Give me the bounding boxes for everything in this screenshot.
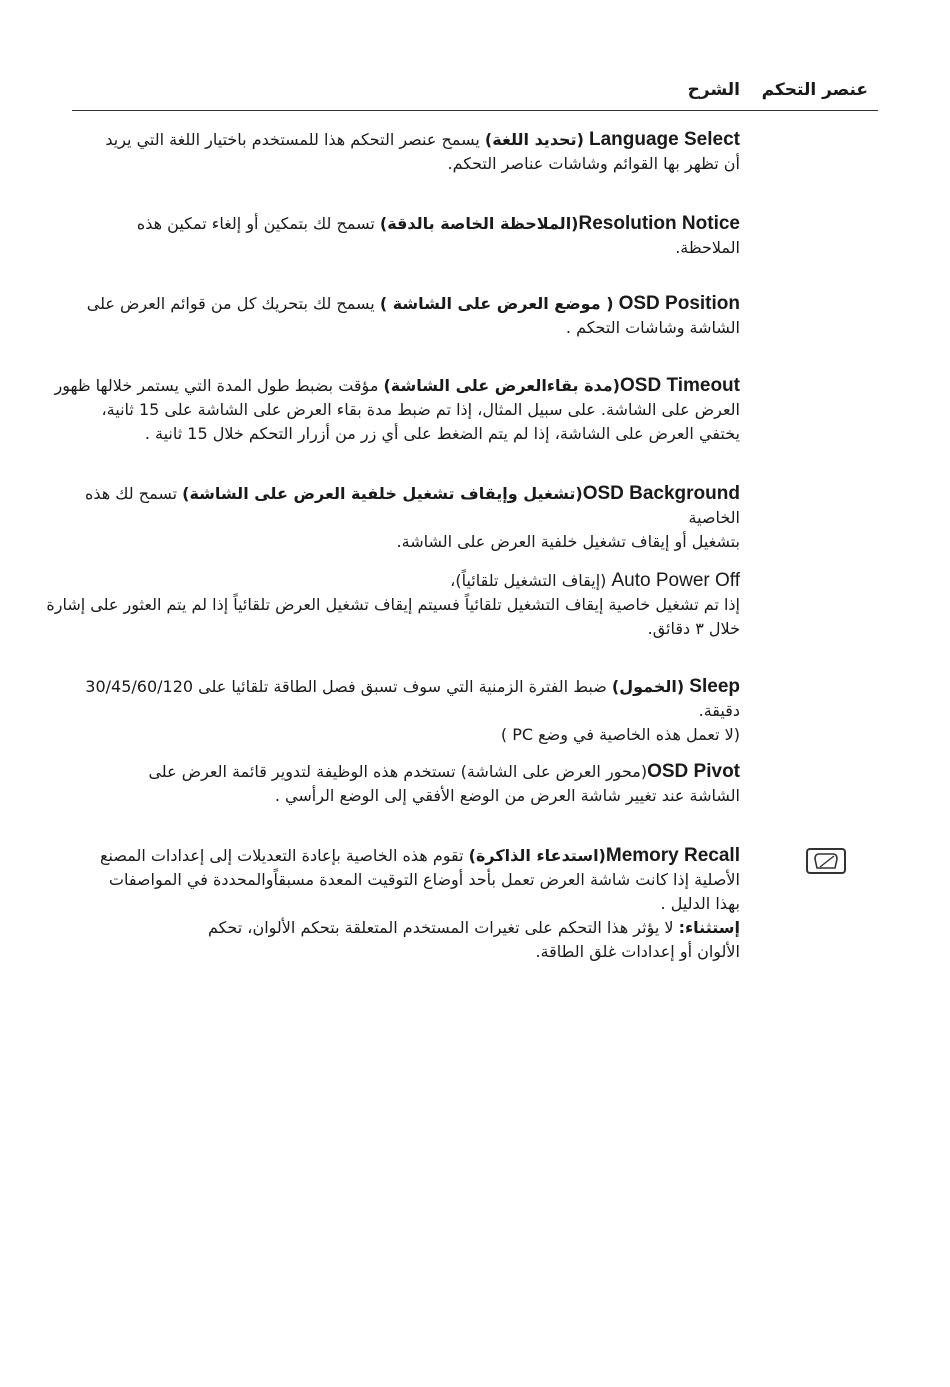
- entry-title-ar: (إيقاف التشغيل تلقائياً)،: [450, 571, 607, 590]
- entry-memory-recall: [40, 844, 740, 964]
- exception-text: الألوان أو إعدادات غلق الطاقة.: [535, 942, 740, 961]
- entry-text: بهذا الدليل .: [660, 894, 740, 913]
- table-header: [72, 78, 878, 111]
- entry-text: يسمح عنصر التحكم هذا للمستخدم باختيار اللغة التي يريد: [105, 130, 480, 149]
- entry-title-ar: (مدة بقاءالعرض على الشاشة): [383, 376, 620, 395]
- entry-resolution-notice: [40, 212, 740, 260]
- entry-text: بتشغيل أو إيقاف تشغيل خلفية العرض على الشاشة.: [396, 532, 740, 551]
- entry-text: مؤقت بضبط طول المدة التي يستمر خلالها ظهور: [54, 376, 379, 395]
- entry-title-ar: (الخمول): [611, 677, 685, 696]
- entry-text: الأصلية إذا كانت شاشة العرض تعمل بأحد أوضاع التوقيت المعدة مسبقاًوالمحددة في المواصفات: [108, 870, 740, 889]
- entry-title-en: OSD Position: [618, 293, 740, 314]
- entry-title-en: Sleep: [689, 676, 740, 697]
- entry-text: تقوم هذه الخاصية بإعادة التعديلات إلى إعدادات المصنع: [99, 846, 464, 865]
- entry-osd-pivot: [40, 760, 740, 808]
- entry-title-en: OSD Background: [582, 483, 740, 504]
- entry-text: يختفي العرض على الشاشة، إذا لم يتم الضغط على أي زر من أزرار التحكم خلال 15 ثانية .: [144, 424, 740, 443]
- monitor-reset-icon: [806, 848, 846, 874]
- entry-text: (لا تعمل هذه الخاصية في وضع PC ): [500, 725, 740, 744]
- entry-text: أن تظهر بها القوائم وشاشات عناصر التحكم.: [447, 154, 740, 173]
- entry-auto-power-off: [40, 569, 740, 641]
- entry-title-en: Auto Power Off: [611, 570, 740, 591]
- entry-osd-position: [40, 292, 740, 340]
- entry-text: تستخدم هذه الوظيفة لتدوير قائمة العرض على: [148, 762, 456, 781]
- entry-osd-timeout: [40, 374, 740, 446]
- feature-column-header: عنصر التحكم: [761, 80, 868, 100]
- exception-text: لا يؤثر هذا التحكم على تغيرات المستخدم المتعلقة بتحكم الألوان، تحكم: [207, 918, 674, 937]
- exception-label: إستثناء:: [678, 918, 740, 937]
- description-column-header: الشرح: [687, 80, 740, 100]
- entry-text: تسمح لك هذه الخاصية: [84, 484, 740, 527]
- entry-osd-background: [40, 482, 740, 554]
- entry-language-select: [40, 128, 740, 176]
- entry-title-ar: (استدعاء الذاكرة): [468, 846, 606, 865]
- entry-title-ar: (تشغيل وإيقاف تشغيل خلفية العرض على الشاشة): [182, 484, 583, 503]
- entry-title-ar: (محور العرض على الشاشة): [460, 762, 648, 781]
- entry-title-en: Language Select: [589, 129, 740, 150]
- entry-text: ضبط الفترة الزمنية التي سوف تسبق فصل الطاقة تلقائيا على 30/45/60/120 دقيقة.: [85, 677, 740, 720]
- entry-title-ar: ( موضع العرض على الشاشة ): [379, 294, 614, 313]
- entry-text: خلال ٣ دقائق.: [647, 619, 740, 638]
- entry-title-en: Memory Recall: [605, 845, 740, 866]
- entry-text: الشاشة عند تغيير شاشة العرض من الوضع الأفقي إلى الوضع الرأسي .: [274, 786, 740, 805]
- entry-title-ar: (الملاحظة الخاصة بالدقة): [379, 214, 579, 233]
- entry-text: العرض على الشاشة. على سبيل المثال، إذا تم ضبط مدة بقاء العرض على الشاشة على 15 ثانية،: [101, 400, 740, 419]
- entry-text: تسمح لك بتمكين أو إلغاء تمكين هذه: [136, 214, 375, 233]
- entry-text: الملاحظة.: [675, 238, 740, 257]
- entry-text: الشاشة وشاشات التحكم .: [565, 318, 740, 337]
- entry-title-en: OSD Pivot: [647, 761, 740, 782]
- entry-title-en: OSD Timeout: [620, 375, 740, 396]
- entry-text: يسمح لك بتحريك كل من قوائم العرض على: [86, 294, 375, 313]
- entry-title-en: Resolution Notice: [578, 213, 740, 234]
- entry-title-ar: (تحديد اللغة): [484, 130, 584, 149]
- entry-sleep: [40, 675, 740, 747]
- entry-text: إذا تم تشغيل خاصية إيقاف التشغيل تلقائياً فسيتم إيقاف تشغيل العرض تلقائياً إذا لم يتم العثور على إشارة: [46, 595, 740, 614]
